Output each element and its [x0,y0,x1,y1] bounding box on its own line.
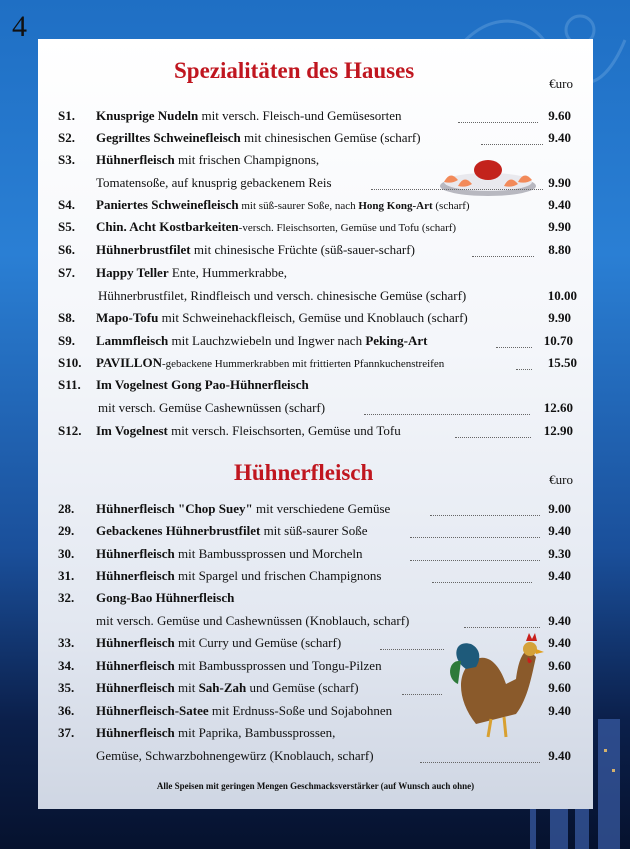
item-name: Hühnerfleisch [96,568,175,583]
item-detail: -gebackene Hummerkrabben mit frittierten Pfannkuchenstreifen [161,358,445,370]
item-description [96,242,415,258]
item-detail: mit Lauchzwiebeln und Ingwer nach [168,333,366,348]
item-price: 9.00 [548,501,571,516]
dot-leader [432,582,532,583]
item-description [96,613,409,629]
item-name: Hühnerbrustfilet [96,242,191,257]
item-detail: mit versch. Fleisch-und Gemüsesorten [198,108,402,123]
item-detail: mit Schweinehackfleisch, Gemüse und Knoblauch (scharf) [158,310,468,325]
item-price: 9.40 [548,613,571,628]
item-detail: mit Bambussprossen und Morcheln [174,546,363,561]
row-s2 [38,130,593,150]
item-price: 9.30 [548,546,571,561]
dot-leader [458,122,538,123]
dot-leader [364,414,530,415]
dot-leader [380,649,444,650]
item-detail-2: (scharf) [432,200,470,212]
item-description [96,523,368,539]
item-detail: mit versch. Fleischsorten, Gemüse und Tofu [167,423,401,438]
item-name: Paniertes Schweinefleisch [96,197,239,212]
item-price: 9.40 [548,703,571,718]
item-detail: mit [174,680,199,695]
item-description [96,175,332,191]
dot-leader [402,694,442,695]
item-description [96,725,335,741]
item-detail: mit chinesischen Gemüse (scharf) [240,130,421,145]
item-detail: mit versch. Gemüse Cashewnüssen (scharf) [98,400,326,415]
item-detail: Tomatensoße, auf knusprig gebackenem Reis [96,175,332,190]
row-29 [38,523,593,543]
dot-leader [410,560,540,561]
item-description [96,658,382,674]
item-number: S11. [58,377,81,392]
dot-leader [464,627,540,628]
item-number: 30. [58,546,75,561]
item-price: 15.50 [547,355,577,370]
currency-label: €uro [549,472,573,487]
item-price: 9.60 [548,658,571,673]
item-name: Hühnerfleisch-Satee [96,703,209,718]
item-number: 34. [58,658,75,673]
item-price: 9.40 [548,748,571,763]
item-name: Gebackenes Hühnerbrustfilet [96,523,261,538]
item-price: 12.90 [543,423,573,438]
item-name: Mapo-Tofu [96,310,159,325]
row-37-cont [38,748,593,768]
item-name: Hühnerfleisch [96,725,175,740]
row-s3 [38,152,593,172]
item-name: Knusprige Nudeln [96,108,199,123]
item-name: Gegrilltes Schweinefleisch [96,130,241,145]
dot-leader [455,437,531,438]
item-detail: mit süß-saurer Soße, nach [238,200,359,212]
row-28 [38,501,593,521]
item-name: Lammfleisch [96,333,169,348]
item-detail: -versch. Fleischsorten, Gemüse und Tofu (scharf) [238,222,457,234]
item-number: 28. [58,501,75,516]
item-number: S6. [58,242,75,257]
item-description [96,130,421,146]
item-name: Gong-Bao Hühnerfleisch [96,590,235,605]
item-number: S3. [58,152,75,167]
item-description [96,680,359,696]
section-title-specialities: Spezialitäten des Hauses [174,58,415,83]
currency-label: €uro [549,76,573,91]
footnote: Alle Speisen mit geringen Mengen Geschmacksverstärker (auf Wunsch auch ohne) [156,781,475,791]
row-s7 [38,265,593,285]
item-name: Hühnerfleisch [96,635,175,650]
item-detail: mit süß-saurer Soße [260,523,368,538]
row-s8 [38,310,593,330]
row-s11-cont [38,400,593,420]
item-number: S8. [58,310,75,325]
item-price: 9.40 [548,568,571,583]
item-price: 9.40 [548,523,571,538]
item-number: 33. [58,635,75,650]
item-description [96,197,470,213]
row-s1 [38,108,593,128]
item-detail: mit verschiedene Gemüse [252,501,391,516]
item-description [96,152,319,168]
item-detail: mit Erdnuss-Soße und Sojabohnen [208,703,393,718]
item-price: 9.40 [548,130,571,145]
item-name: Hühnerfleisch [96,658,175,673]
item-name: Hühnerfleisch [96,152,175,167]
item-price: 10.70 [543,333,573,348]
item-number: S7. [58,265,75,280]
dot-leader [472,256,534,257]
row-31 [38,568,593,588]
item-number: S4. [58,197,75,212]
rooster-illustration [446,629,546,739]
item-description [96,310,468,326]
item-price: 9.60 [548,680,571,695]
item-name: PAVILLON [96,355,162,370]
dot-leader [516,369,532,370]
row-s4 [38,197,593,217]
item-detail: Hühnerbrustfilet, Rindfleisch und versch. chinesische Gemüse (scharf) [98,288,467,303]
item-number: S2. [58,130,75,145]
item-detail: mit Bambussprossen und Tongu-Pilzen [174,658,382,673]
item-description [96,501,390,517]
row-s6 [38,242,593,262]
item-description [96,377,309,393]
item-name: Hühnerfleisch [96,546,175,561]
item-detail: Gemüse, Schwarzbohnengewürz (Knoblauch, scharf) [96,748,374,763]
item-detail: mit frischen Champignons, [174,152,320,167]
item-detail: mit versch. Gemüse und Cashewnüssen (Knoblauch, scharf) [96,613,410,628]
item-detail: mit Spargel und frischen Champignons [174,568,382,583]
item-price: 9.40 [548,635,571,650]
dot-leader [430,515,540,516]
dot-leader [410,537,540,538]
dot-leader [496,347,532,348]
item-price: 9.90 [548,310,571,325]
item-detail: mit Paprika, Bambussprossen, [174,725,336,740]
item-number: 32. [58,590,75,605]
item-description [96,590,234,606]
item-name: Hühnerfleisch "Chop Suey" [96,501,253,516]
item-price: 9.90 [548,175,571,190]
row-s5 [38,219,593,239]
item-style: Sah-Zah [198,680,247,695]
item-description [96,265,287,281]
item-number: 31. [58,568,75,583]
item-price: 10.00 [547,288,577,303]
item-number: S12. [58,423,82,438]
item-detail: mit Curry und Gemüse (scharf) [174,635,342,650]
item-number: 29. [58,523,75,538]
item-name: Happy Teller [96,265,169,280]
row-s9 [38,333,593,353]
page-number: 4 [12,10,27,43]
item-description [96,568,381,584]
item-description [96,703,392,719]
item-description [96,108,402,124]
item-description [96,219,456,235]
dot-leader [481,144,543,145]
item-number: 37. [58,725,75,740]
item-detail-2: und Gemüse (scharf) [246,680,359,695]
row-s10 [38,355,593,375]
dot-leader [371,189,543,190]
row-s7-cont [38,288,593,308]
row-32 [38,590,593,610]
item-price: 9.40 [548,197,571,212]
item-price: 9.60 [548,108,571,123]
item-detail: mit chinesische Früchte (süß-sauer-scharf) [190,242,415,257]
item-description [98,288,466,304]
row-30 [38,546,593,566]
item-description [96,546,363,562]
item-number: S10. [58,355,82,370]
dot-leader [420,762,540,763]
item-number: 36. [58,703,75,718]
item-name: Chin. Acht Kostbarkeiten [96,219,239,234]
item-number: S5. [58,219,75,234]
item-name: Im Vogelnest Gong Pao-Hühnerfleisch [96,377,309,392]
item-description [96,635,341,651]
item-detail: Ente, Hummerkrabbe, [168,265,288,280]
item-description [98,400,325,416]
menu-panel [38,39,593,809]
item-number: 35. [58,680,75,695]
section-title-chicken: Hühnerfleisch [234,460,374,485]
item-name: Hühnerfleisch [96,680,175,695]
item-price: 9.90 [548,219,571,234]
row-s11 [38,377,593,397]
item-description [96,748,374,764]
item-description [96,333,427,349]
item-price: 12.60 [543,400,573,415]
item-name: Im Vogelnest [96,423,168,438]
item-description [96,423,401,439]
item-price: 8.80 [548,242,571,257]
row-s3-cont [38,175,593,195]
item-number: S9. [58,333,75,348]
item-number: S1. [58,108,75,123]
item-style: Peking-Art [365,333,428,348]
row-s12 [38,423,593,443]
item-description [96,355,444,371]
item-style: Hong Kong-Art [358,200,433,212]
